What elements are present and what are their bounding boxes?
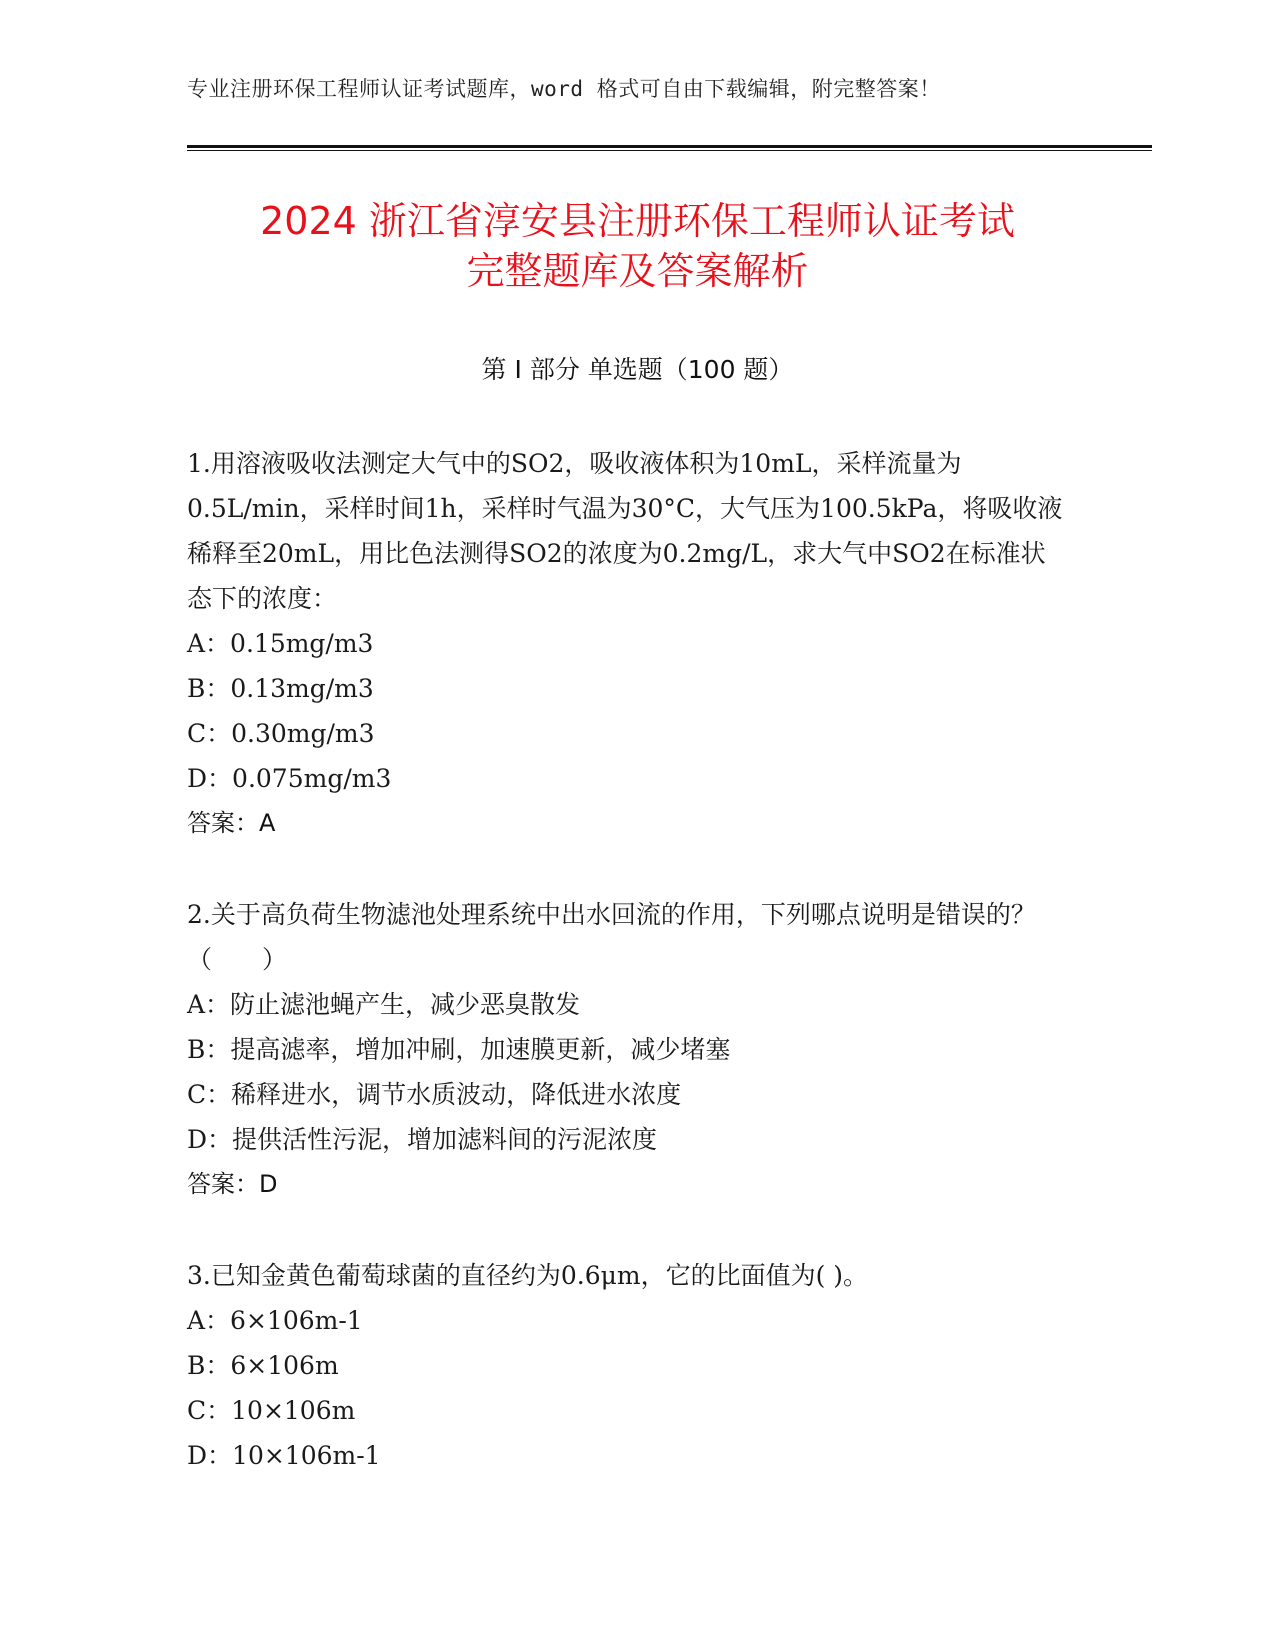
question-list xyxy=(187,441,1067,1524)
option-c: C：稀释进水，调节水质波动，降低进水浓度 xyxy=(187,1080,682,1109)
answer-line: 答案：A xyxy=(187,809,276,837)
answer-line: 答案：D xyxy=(187,1170,278,1198)
option-a: A：0.15mg/m3 xyxy=(187,629,374,658)
option-a: A：6×106m-1 xyxy=(187,1306,363,1335)
question-3 xyxy=(187,1253,1067,1478)
option-a: A：防止滤池蝇产生，减少恶臭散发 xyxy=(187,990,581,1019)
header-rule xyxy=(187,145,1152,151)
question-1 xyxy=(187,441,1067,846)
option-b: B：6×106m xyxy=(187,1351,339,1380)
header-rule-thick xyxy=(187,145,1152,148)
option-c: C：10×106m xyxy=(187,1396,356,1425)
document-title-line-1: 2024 浙江省淳安县注册环保工程师认证考试 xyxy=(260,199,1015,243)
option-c: C：0.30mg/m3 xyxy=(187,719,375,748)
question-stem: 3.已知金黄色葡萄球菌的直径约为0.6μm，它的比面值为( )。 xyxy=(187,1261,869,1290)
document-title-line-2: 完整题库及答案解析 xyxy=(466,249,809,293)
option-d: D：10×106m-1 xyxy=(187,1441,381,1470)
section-heading: 第 I 部分 单选题（100 题） xyxy=(481,355,794,384)
question-2 xyxy=(187,892,1067,1207)
option-d: D：0.075mg/m3 xyxy=(187,764,392,793)
question-stem: 1.用溶液吸收法测定大气中的SO2，吸收液体积为10mL，采样流量为0.5L/min，采样时间1h，采样时气温为30°C，大气压为100.5kPa，将吸收液稀释至20mL，用比色法测得SO2的浓度为0.2mg/L，求大气中SO2在标准状态下的浓度： xyxy=(187,449,1063,613)
document-title xyxy=(140,196,1135,296)
page-header-text: 专业注册环保工程师认证考试题库，word 格式可自由下载编辑，附完整答案！ xyxy=(187,77,941,101)
option-d: D：提供活性污泥，增加滤料间的污泥浓度 xyxy=(187,1125,658,1154)
option-b: B：0.13mg/m3 xyxy=(187,674,374,703)
question-stem: 2.关于高负荷生物滤池处理系统中出水回流的作用，下列哪点说明是错误的？（ ） xyxy=(187,900,1036,974)
header-rule-thin xyxy=(187,150,1152,151)
option-b: B：提高滤率，增加冲刷，加速膜更新，减少堵塞 xyxy=(187,1035,731,1064)
